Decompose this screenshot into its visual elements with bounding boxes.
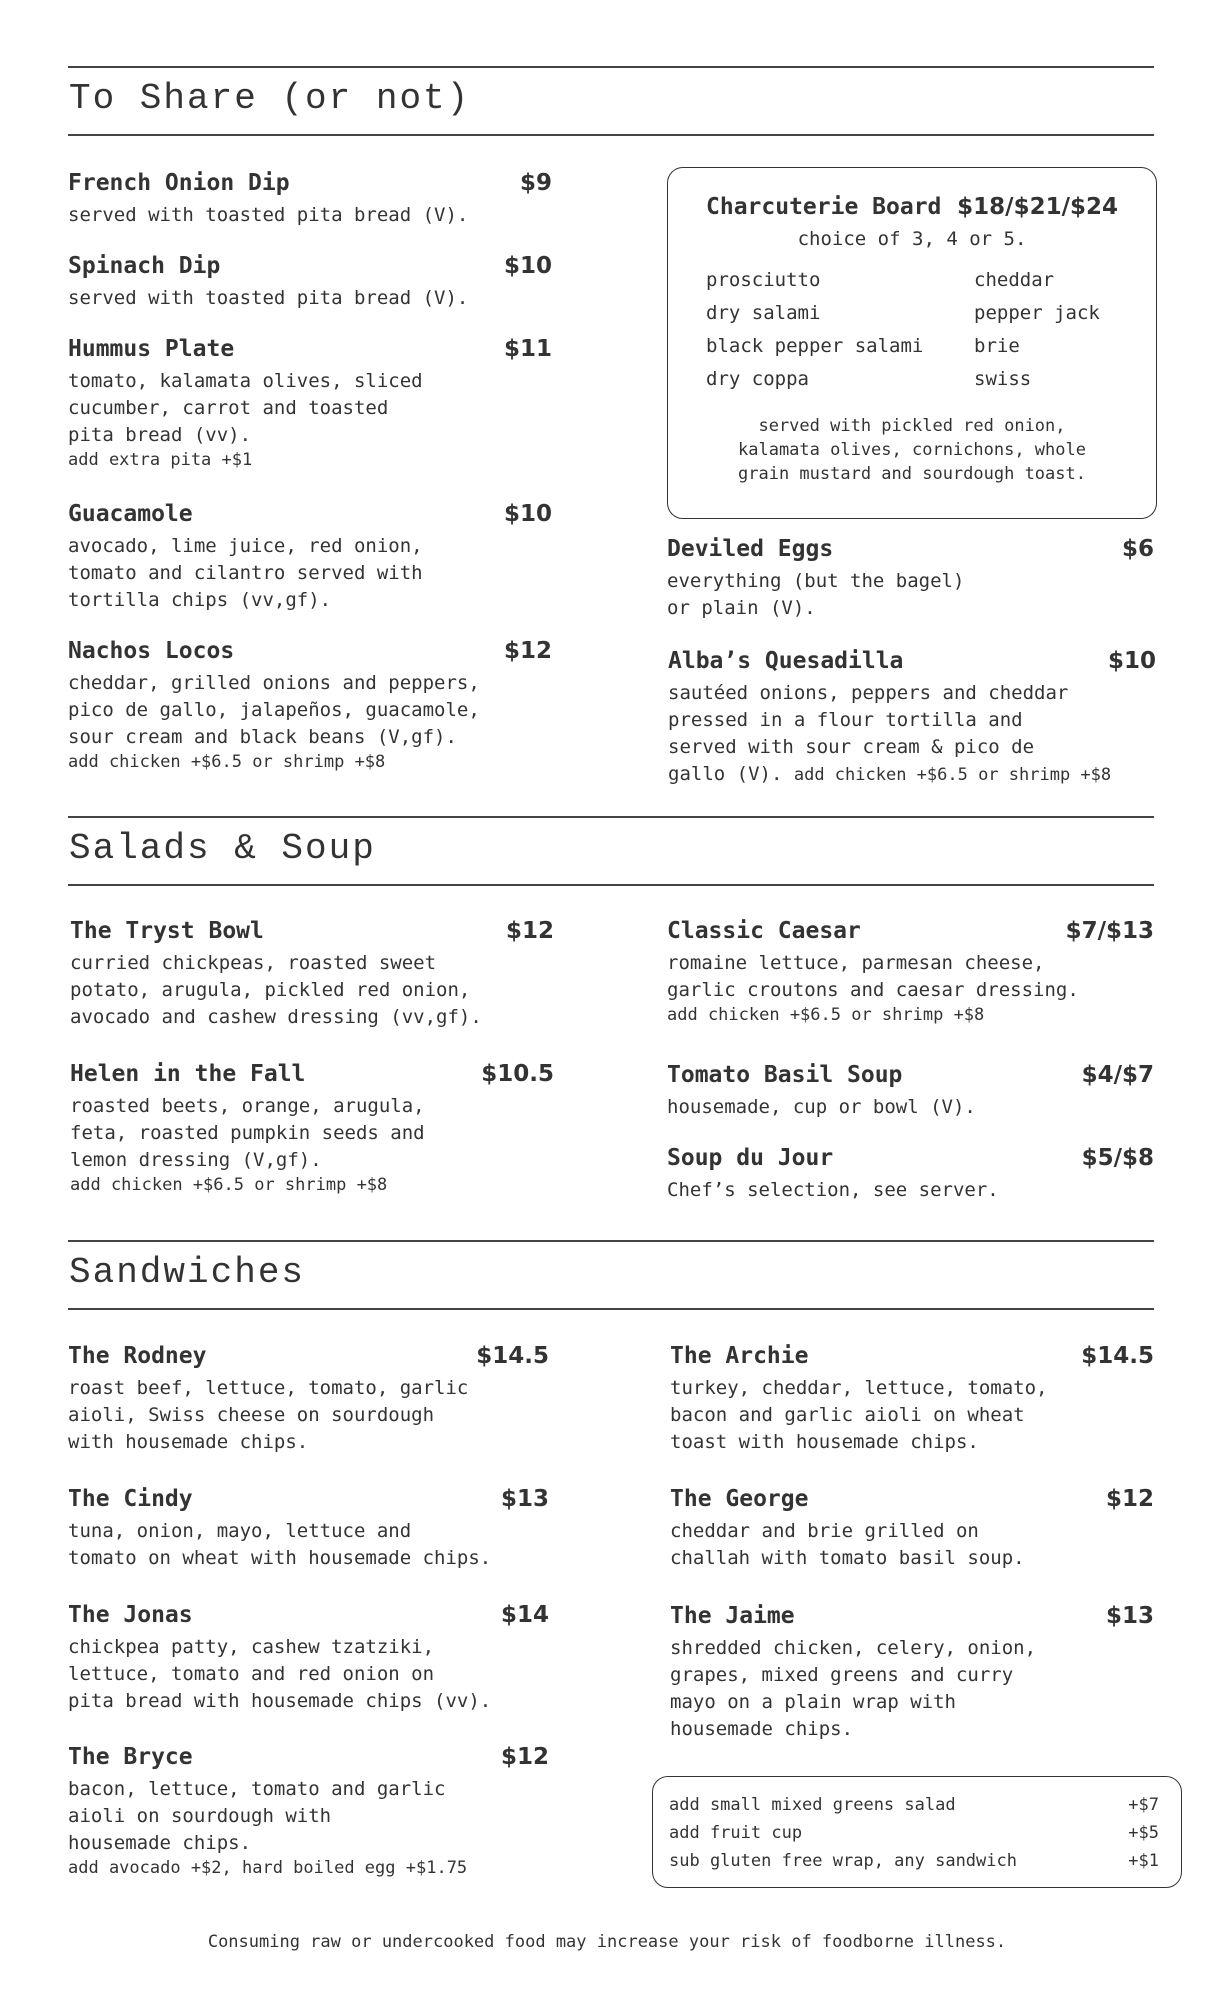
item-price: $12: [500, 1744, 549, 1770]
charcuterie-footnote: served with pickled red onion, kalamata olives, cornichons, whole grain mustard and sourdough toast.: [738, 416, 1086, 484]
menu-item-deviled-eggs: [667, 536, 1154, 622]
item-name: Charcuterie Board: [706, 194, 942, 220]
meat-option: dry salami: [706, 302, 821, 324]
item-description: turkey, cheddar, lettuce, tomato, bacon and garlic aioli on wheat toast with housemade chips.: [670, 1377, 1048, 1453]
item-price: $11: [503, 336, 552, 362]
item-description: romaine lettuce, parmesan cheese, garlic croutons and caesar dressing.: [667, 952, 1079, 1001]
menu-item-helen-in-the-fall: [70, 1061, 554, 1196]
item-name: Nachos Locos: [68, 638, 235, 664]
item-price: $10.5: [481, 1061, 554, 1087]
item-description: bacon, lettuce, tomato and garlic aioli on sourdough with housemade chips.: [68, 1778, 446, 1854]
item-description: roasted beets, orange, arugula, feta, roasted pumpkin seeds and lemon dressing (V,gf).: [70, 1095, 425, 1171]
item-price: $18/$21/$24: [957, 194, 1118, 220]
meat-option: dry coppa: [706, 368, 809, 390]
item-price: $10: [503, 253, 552, 279]
item-name: The George: [670, 1486, 809, 1512]
section-title-share: To Share (or not): [69, 78, 471, 119]
menu-item-guacamole: [68, 501, 552, 614]
item-name: Spinach Dip: [68, 253, 221, 279]
cheese-option: cheddar: [974, 269, 1055, 291]
divider: [68, 884, 1154, 886]
meat-option: black pepper salami: [706, 335, 924, 357]
menu-item-the-bryce: [68, 1744, 549, 1879]
item-note: add chicken +$6.5 or shrimp +$8: [793, 765, 1112, 785]
item-description: tomato, kalamata olives, sliced cucumber, carrot and toasted pita bread (vv).: [68, 370, 423, 446]
item-price: $9: [519, 170, 552, 196]
item-price: $13: [1105, 1603, 1154, 1629]
menu-item-soup-du-jour: [667, 1145, 1154, 1204]
extra-row: [669, 1791, 1159, 1819]
item-price: $14: [500, 1602, 549, 1628]
meat-option: prosciutto: [706, 269, 821, 291]
item-price: $13: [500, 1486, 549, 1512]
item-description: served with toasted pita bread (V).: [68, 287, 469, 309]
item-name: The Cindy: [68, 1486, 193, 1512]
extra-price: +$5: [1128, 1823, 1159, 1843]
menu-item-the-rodney: [68, 1343, 549, 1456]
menu-item-the-george: [670, 1486, 1154, 1572]
item-description: shredded chicken, celery, onion, grapes, mixed greens and curry mayo on a plain wrap with housemade chips.: [670, 1637, 1037, 1740]
item-description: everything (but the bagel) or plain (V).: [667, 570, 965, 619]
menu-item-tomato-basil-soup: [667, 1062, 1154, 1121]
item-name: The Jonas: [68, 1602, 193, 1628]
menu-item-french-onion-dip: [68, 170, 552, 229]
item-description: served with toasted pita bread (V).: [68, 204, 469, 226]
item-name: Hummus Plate: [68, 336, 235, 362]
item-description: tuna, onion, mayo, lettuce and tomato on wheat with housemade chips.: [68, 1520, 492, 1569]
item-price: $10: [503, 501, 552, 527]
item-name: The Tryst Bowl: [70, 918, 264, 944]
menu-item-the-archie: [670, 1343, 1154, 1456]
item-name: The Rodney: [68, 1343, 207, 1369]
cheese-option: brie: [974, 335, 1020, 357]
item-name: Deviled Eggs: [667, 536, 834, 562]
item-name: Alba’s Quesadilla: [668, 648, 904, 674]
item-description: avocado, lime juice, red onion, tomato and cilantro served with tortilla chips (vv,gf).: [68, 535, 423, 611]
extra-row: [669, 1819, 1159, 1847]
item-name: Guacamole: [68, 501, 193, 527]
charcuterie-board-box: [667, 167, 1157, 519]
item-note: add chicken +$6.5 or shrimp +$8: [68, 752, 386, 772]
food-safety-disclaimer: Consuming raw or undercooked food may increase your risk of foodborne illness.: [207, 1932, 1007, 1952]
menu-item-tryst-bowl: [70, 918, 554, 1031]
divider: [68, 134, 1154, 136]
item-name: Soup du Jour: [667, 1145, 834, 1171]
extra-label: add small mixed greens salad: [669, 1795, 956, 1815]
item-note: add chicken +$6.5 or shrimp +$8: [70, 1175, 388, 1195]
item-price: $5/$8: [1081, 1145, 1154, 1171]
menu-item-spinach-dip: [68, 253, 552, 312]
item-name: The Jaime: [670, 1603, 795, 1629]
charcuterie-choices: [706, 268, 1118, 392]
item-name: Classic Caesar: [667, 918, 861, 944]
menu-item-the-jonas: [68, 1602, 549, 1715]
item-note: add chicken +$6.5 or shrimp +$8: [667, 1005, 985, 1025]
menu-item-classic-caesar: [667, 918, 1154, 1026]
item-description: cheddar and brie grilled on challah with tomato basil soup.: [670, 1520, 1025, 1569]
item-description: housemade, cup or bowl (V).: [667, 1096, 976, 1118]
section-title-sandwiches: Sandwiches: [69, 1252, 306, 1293]
charcuterie-subtitle: choice of 3, 4 or 5.: [797, 228, 1027, 250]
item-name: French Onion Dip: [68, 170, 290, 196]
divider: [68, 66, 1154, 68]
extra-label: add fruit cup: [669, 1823, 803, 1843]
item-price: $10: [1107, 648, 1156, 674]
divider: [68, 1308, 1154, 1310]
item-name: Tomato Basil Soup: [667, 1062, 903, 1088]
item-price: $6: [1121, 536, 1154, 562]
item-note: add extra pita +$1: [68, 450, 253, 470]
menu-item-the-jaime: [670, 1603, 1154, 1743]
item-note: add avocado +$2, hard boiled egg +$1.75: [68, 1858, 468, 1878]
menu-item-nachos-locos: [68, 638, 552, 773]
cheese-option: swiss: [974, 368, 1032, 390]
item-description: chickpea patty, cashew tzatziki, lettuce, tomato and red onion on pita bread with housemade chips (vv).: [68, 1636, 492, 1712]
section-title-salads: Salads & Soup: [69, 828, 376, 869]
item-price: $12: [503, 638, 552, 664]
menu-item-albas-quesadilla: [668, 648, 1156, 789]
item-name: The Archie: [670, 1343, 809, 1369]
item-price: $12: [505, 918, 554, 944]
extra-label: sub gluten free wrap, any sandwich: [669, 1851, 1017, 1871]
divider: [68, 1240, 1154, 1242]
cheese-option: pepper jack: [974, 302, 1100, 324]
item-price: $4/$7: [1081, 1062, 1154, 1088]
item-price: $12: [1105, 1486, 1154, 1512]
item-description: cheddar, grilled onions and peppers, pico de gallo, jalapeños, guacamole, sour cream and black beans (V,gf).: [68, 672, 480, 748]
extra-price: +$7: [1128, 1795, 1159, 1815]
item-description: curried chickpeas, roasted sweet potato, arugula, pickled red onion, avocado and cashew dressing (vv,gf).: [70, 952, 482, 1028]
item-description-text: sautéed onions, peppers and cheddar pressed in a flour tortilla and served with sour cream & pico de gallo (V).: [668, 682, 1069, 785]
extra-row: [669, 1847, 1159, 1875]
divider: [68, 816, 1154, 818]
item-price: $7/$13: [1065, 918, 1154, 944]
sandwich-extras-box: [652, 1776, 1182, 1888]
item-price: $14.5: [476, 1343, 549, 1369]
item-description: roast beef, lettuce, tomato, garlic aioli, Swiss cheese on sourdough with housemade chips.: [68, 1377, 469, 1453]
item-name: The Bryce: [68, 1744, 193, 1770]
menu-item-hummus-plate: [68, 336, 552, 471]
item-description: Chef’s selection, see server.: [667, 1179, 999, 1201]
menu-item-the-cindy: [68, 1486, 549, 1572]
item-description: [668, 680, 1156, 789]
extra-price: +$1: [1128, 1851, 1159, 1871]
item-name: Helen in the Fall: [70, 1061, 306, 1087]
item-price: $14.5: [1081, 1343, 1154, 1369]
